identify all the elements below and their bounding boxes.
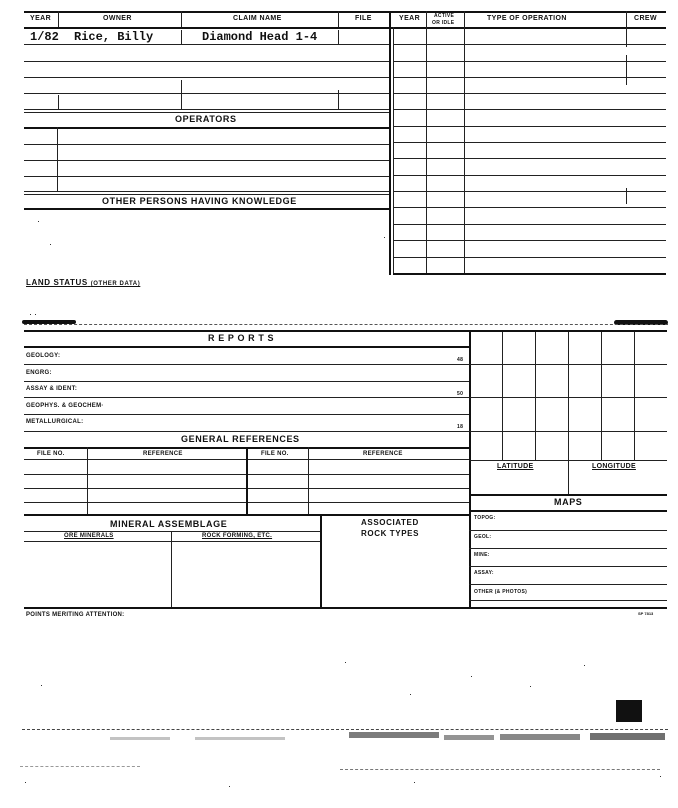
operators-title: OPERATORS <box>175 114 237 124</box>
ref-header-file-no-2: FILE NO. <box>261 451 289 457</box>
col-header-type-operation: TYPE OF OPERATION <box>487 15 567 22</box>
col-header-year: YEAR <box>30 15 52 22</box>
claim-row-year: 1/82 <box>30 30 59 44</box>
reports-title: R E P O R T S <box>208 333 275 343</box>
ore-minerals-label: ORE MINERALS <box>64 533 114 539</box>
associated-rock-types-1: ASSOCIATED <box>361 518 419 527</box>
report-geology-label: GEOLOGY: <box>26 353 61 359</box>
col-header-claim-name: CLAIM NAME <box>233 15 282 22</box>
land-status-label: LAND STATUS <box>26 278 88 287</box>
col-header-owner: OWNER <box>103 15 132 22</box>
col-header-file: FILE <box>355 15 372 22</box>
ref-header-reference-1: REFERENCE <box>143 451 183 457</box>
claim-row-claim-name: Diamond Head 1-4 <box>202 30 318 44</box>
claim-row-owner: Rice, Billy <box>74 30 154 44</box>
report-geology-num: 48 <box>457 357 464 363</box>
rock-forming-label: ROCK FORMING, ETC. <box>202 533 273 539</box>
longitude-label: LONGITUDE <box>592 463 636 470</box>
report-engrg-label: ENGRG: <box>26 370 52 376</box>
maps-topog: TOPOG: <box>474 515 496 521</box>
scan-black-block <box>616 700 642 722</box>
points-meriting-attention-label: POINTS MERITING ATTENTION: <box>26 612 125 618</box>
maps-assay: ASSAY: <box>474 570 494 576</box>
mineral-assemblage-title: MINERAL ASSEMBLAGE <box>110 519 228 529</box>
ref-header-file-no-1: FILE NO. <box>37 451 65 457</box>
form-number: SP 7813 <box>638 611 654 616</box>
land-status-subtitle: (OTHER DATA) <box>90 281 141 287</box>
latitude-label: LATITUDE <box>497 463 534 470</box>
report-assay-label: ASSAY & IDENT: <box>26 386 78 392</box>
maps-title: MAPS <box>554 497 583 507</box>
report-geophys-label: GEOPHYS. & GEOCHEM· <box>26 403 104 409</box>
report-assay-num: 50 <box>457 391 464 397</box>
report-metallurgical-num: 18 <box>457 424 464 430</box>
associated-rock-types-2: ROCK TYPES <box>361 529 420 538</box>
other-persons-title: OTHER PERSONS HAVING KNOWLEDGE <box>102 196 297 206</box>
report-metallurgical-label: METALLURGICAL: <box>26 419 84 425</box>
col-header-active-2: OR IDLE <box>432 20 455 26</box>
maps-mine: MINE: <box>474 552 490 558</box>
col-header-active-1: ACTIVE <box>434 13 455 19</box>
col-header-op-year: YEAR <box>399 15 421 22</box>
land-status-title <box>26 278 140 287</box>
maps-geol: GEOL: <box>474 534 492 540</box>
ref-header-reference-2: REFERENCE <box>363 451 403 457</box>
maps-other: OTHER (& PHOTOS) <box>474 589 528 595</box>
col-header-crew: CREW <box>634 15 657 22</box>
general-references-title: GENERAL REFERENCES <box>181 434 300 444</box>
